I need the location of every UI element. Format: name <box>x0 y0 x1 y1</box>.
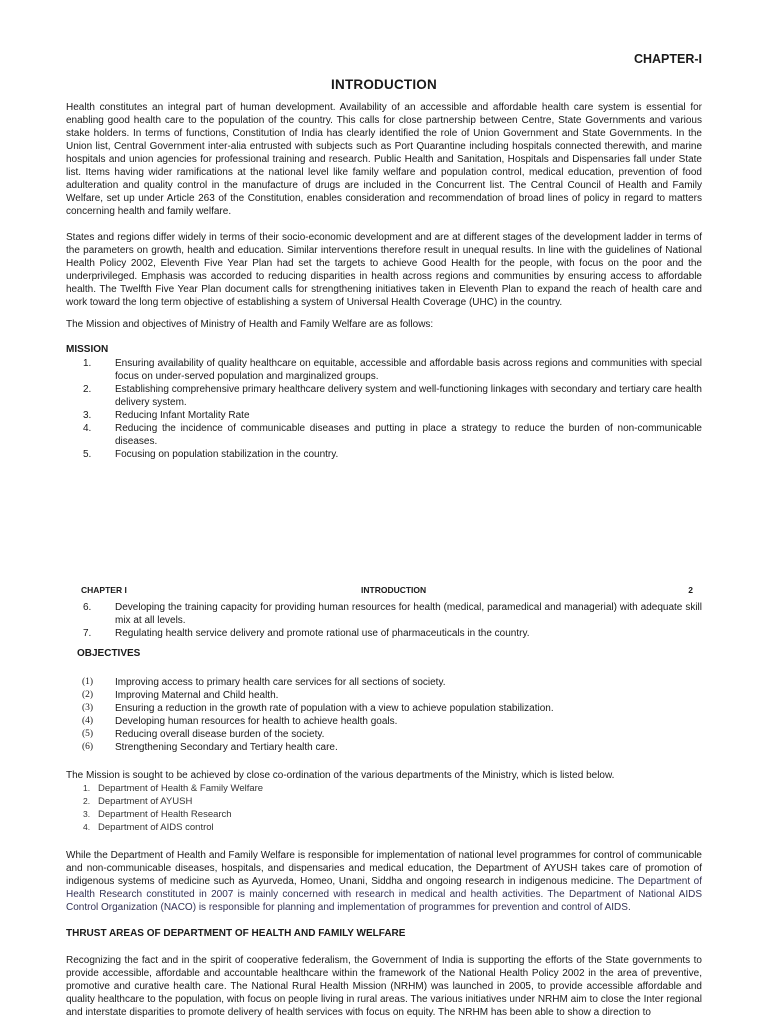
objectives-heading: OBJECTIVES <box>77 648 141 659</box>
mission-intro-paragraph: The Mission and objectives of Ministry of Health and Family Welfare are as follows: <box>66 319 434 330</box>
list-item: (5) Reducing overall disease burden of the society. <box>82 729 325 740</box>
mission-list-continued <box>66 601 702 640</box>
list-item: 1. Ensuring availability of quality healthcare on equitable, accessible and affordable basis across regions and communities with special focus on under-served population and marginalized groups. <box>83 358 702 382</box>
list-item: (2) Improving Maternal and Child health. <box>82 690 279 701</box>
departments-list <box>66 782 702 834</box>
list-item: (3) Ensuring a reduction in the growth rate of population with a view to achieve population stabilization. <box>82 703 554 714</box>
thrust-areas-heading: THRUST AREAS OF DEPARTMENT OF HEALTH AND FAMILY WELFARE <box>66 928 406 939</box>
page-title: INTRODUCTION <box>331 77 437 92</box>
list-item: (4) Developing human resources for health to achieve health goals. <box>82 716 398 727</box>
intro-paragraph-2: States and regions differ widely in terms of their socio-economic development and are at different stages of the development ladder in terms of the parameters on growth, health and education. Similar interventions therefore result in unequal results. In line with the guidelines of National Health Policy 2002, Eleventh Five Year Plan had set the targets to achieve Good Health for the people, with focus on the poor and the underprivileged. Emphasis was accorded to reducing disparities in health across regions and communities by ensuring access to affordable health. The Twelfth Five Year Plan document calls for strengthening initiatives taken in Eleventh Plan to expand the reach of health care and work toward the long term objective of establishing a system of Universal Health Coverage (UHC) in the country. <box>66 232 702 308</box>
chapter-label: CHAPTER-I <box>633 52 702 66</box>
departments-paragraph-part-2: The Department of Health Research constituted in 2007 is mainly concerned with research in medical and health activities. The Department of National AIDS Control Organization (NACO) is responsible for planning and implementation of programmes for prevention and control of AIDS. <box>66 876 703 913</box>
objectives-list <box>66 676 702 754</box>
running-header-title: INTRODUCTION <box>361 585 427 595</box>
page-number: 2 <box>688 585 693 595</box>
list-item: 1. Department of Health & Family Welfare <box>83 783 264 794</box>
list-item: 2. Department of AYUSH <box>83 796 193 807</box>
mission-heading: MISSION <box>66 344 109 355</box>
list-item: 6. Developing the training capacity for providing human resources for health (medical, paramedical and managerial) with adequate skill mix at all levels. <box>83 602 702 626</box>
list-item: 4. Department of AIDS control <box>83 822 214 833</box>
departments-paragraph <box>66 849 702 914</box>
intro-paragraph-1: Health constitutes an integral part of human development. Availability of an accessible and affordable health care system is essential for enabling good health care to the population of the country. This calls for close partnership between Centre, State Governments and various stake holders. In terms of functions, Constitution of India has clearly identified the role of Union Government and State Governments. In the Union list, Central Government inter-alia entrusted with subjects such as Port Quarantine including hospitals connected therewith, and marine hospitals and union agencies for professional training and research. Public Health and Sanitation, Hospitals and Dispensaries fall under State list. Items having wider ramifications at the national level like family welfare and population control, medical education, prevention of food adulteration and quality control in the manufacture of drugs are included in the Concurrent list. The Central Council of Health and Family Welfare, set up under Article 263 of the Constitution, enables consideration and recommendation of broad lines of policy in regard to matters concerning health and family welfare. <box>66 102 702 217</box>
list-item: 3. Department of Health Research <box>83 809 232 820</box>
list-item: (1) Improving access to primary health care services for all sections of society. <box>82 677 446 688</box>
departments-paragraph-part-1: While the Department of Health and Family Welfare is responsible for implementation of national level programmes for control of communicable and non-communicable diseases, hospitals, and dispensaries and medical education, the Department of AYUSH takes care of promotion of indigenous systems of medicine such as Ayurveda, Homeo, Unani, Siddha and ongoing research in indigenous medicine. <box>66 850 702 887</box>
departments-intro-paragraph: The Mission is sought to be achieved by close co-ordination of the various departments of the Ministry, which is listed below. <box>66 770 615 781</box>
list-item: 5. Focusing on population stabilization in the country. <box>83 449 339 460</box>
list-item: 2. Establishing comprehensive primary healthcare delivery system and well-functioning linkages with secondary and tertiary care health delivery system. <box>83 384 702 408</box>
list-item: 7. Regulating health service delivery and promote rational use of pharmaceuticals in the country. <box>83 628 530 639</box>
mission-list <box>66 357 702 461</box>
list-item: (6) Strengthening Secondary and Tertiary health care. <box>82 742 338 753</box>
list-item: 3. Reducing Infant Mortality Rate <box>83 410 250 421</box>
running-header-chapter: CHAPTER I <box>81 585 127 595</box>
list-item: 4. Reducing the incidence of communicable diseases and putting in place a strategy to reduce the burden of non-communicable diseases. <box>83 423 702 447</box>
thrust-areas-paragraph: Recognizing the fact and in the spirit of cooperative federalism, the Government of India is supporting the efforts of the State governments to provide accessible, affordable and accountable healthcare within the framework of the National Health Policy 2002 in the area of preventive, promotive and curative health care. The National Rural Health Mission (NRHM) was launched in 2005, to provide accessible affordable and quality healthcare to the population, with focus on people living in rural areas. The various initiatives under NRHM aim to close the Inter regional and interstate disparities to promote delivery of health services with focus on equity. The NRHM has been able to show a direction to <box>66 955 702 1018</box>
